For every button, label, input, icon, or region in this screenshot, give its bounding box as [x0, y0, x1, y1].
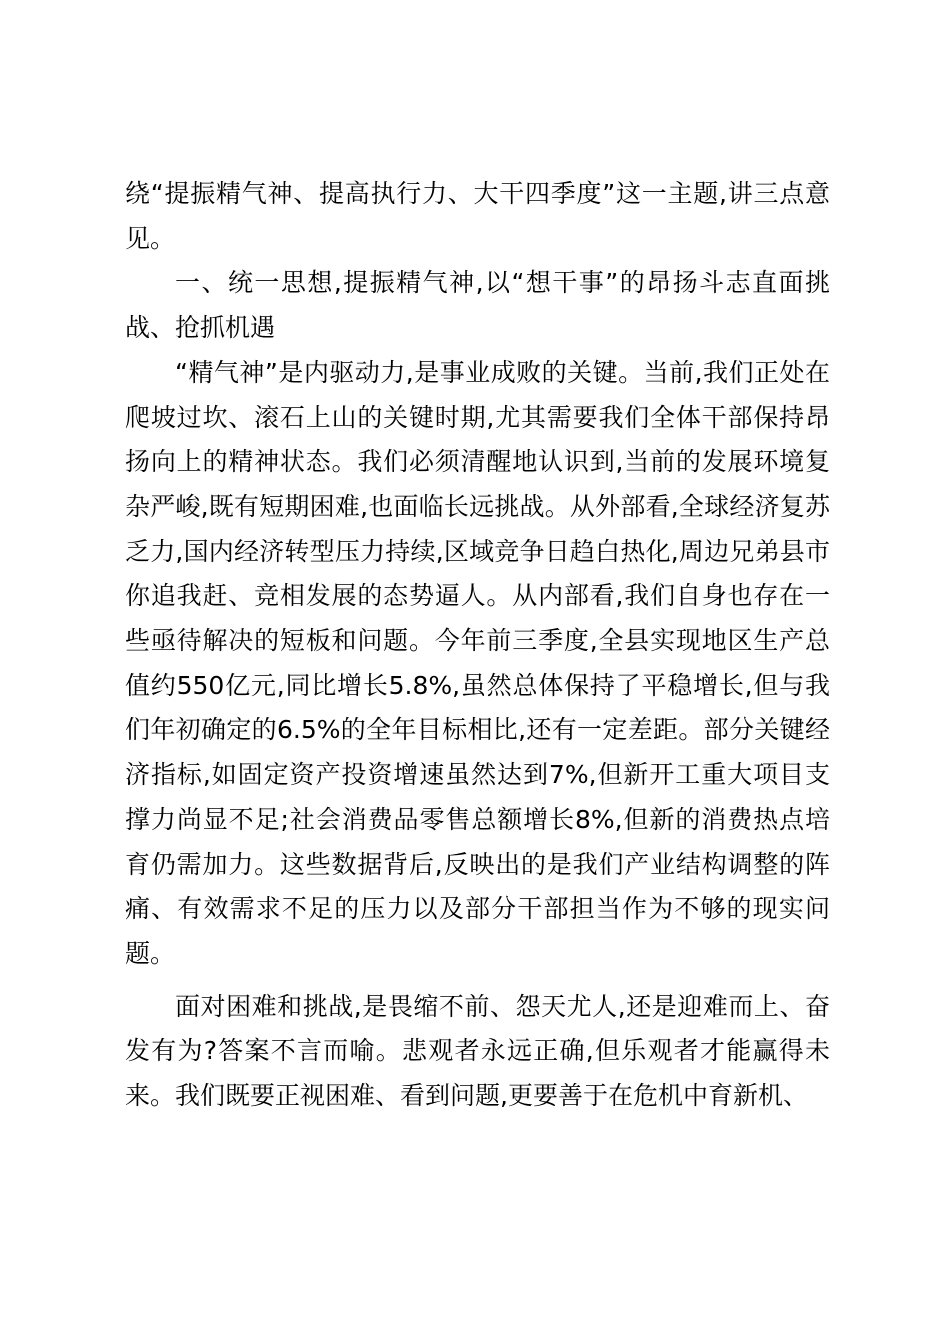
document-body [125, 172, 830, 1119]
intro-paragraph: 绕“提振精气神、提高执行力、大干四季度”这一主题,讲三点意见。 [125, 179, 830, 253]
body-paragraph-1: “精气神”是内驱动力,是事业成败的关键。当前,我们正处在爬坡过坎、滚石上山的关键时期,尤其需要我们全体干部保持昂扬向上的精神状态。我们必须清醒地认识到,当前的发展环境复杂严峻,既有短期困难,也面临长远挑战。从外部看,全球经济复苏乏力,国内经济转型压力持续,区域竞争日趋白热化,周边兄弟县市你追我赶、竞相发展的态势逼人。从内部看,我们自身也存在一些亟待解决的短板和问题。今年前三季度,全县实现地区生产总值约550亿元,同比增长5.8%,虽然总体保持了平稳增长,但与我们年初确定的6.5%的全年目标相比,还有一定差距。部分关键经济指标,如固定资产投资增速虽然达到7%,但新开工重大项目支撑力尚显不足;社会消费品零售总额增长8%,但新的消费热点培育仍需加力。这些数据背后,反映出的是我们产业结构调整的阵痛、有效需求不足的压力以及部分干部担当作为不够的现实问题。 [125, 357, 830, 968]
section-heading: 一、统一思想,提振精气神,以“想干事”的昂扬斗志直面挑战、抢抓机遇 [125, 268, 830, 343]
body-paragraph-2: 面对困难和挑战,是畏缩不前、怨天尤人,还是迎难而上、奋发有为?答案不言而喻。悲观者永远正确,但乐观者才能赢得未来。我们既要正视困难、看到问题,更要善于在危机中育新机、 [125, 991, 830, 1111]
paragraph-gap [125, 977, 830, 985]
